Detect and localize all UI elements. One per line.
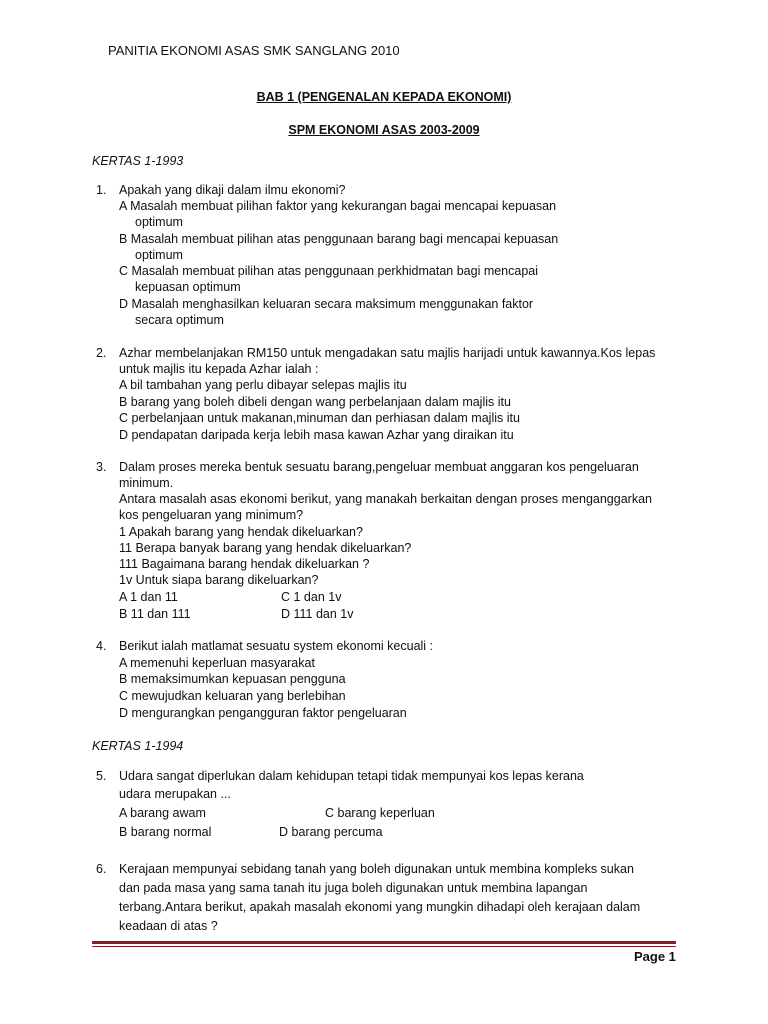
question-1-option-b: B Masalah membuat pilihan atas penggunaan barang bagi mencapai kepuasan: [119, 232, 559, 246]
question-5-option-d: D barang percuma: [279, 825, 383, 839]
question-4-option-b: B memaksimumkan kepuasan pengguna: [119, 672, 346, 686]
chapter-title: BAB 1 (PENGENALAN KEPADA EKONOMI): [256, 90, 512, 104]
question-1-option-a-cont: optimum: [135, 215, 183, 229]
question-4-stem: Berikut ialah matlamat sesuatu system ekonomi kecuali :: [119, 639, 434, 653]
question-4-option-a: A memenuhi keperluan masyarakat: [119, 656, 315, 670]
question-1-option-a: A Masalah membuat pilihan faktor yang kekurangan bagai mencapai kepuasan: [119, 199, 557, 213]
question-number: 2.: [96, 346, 107, 360]
question-2-option-c: C perbelanjaan untuk makanan,minuman dan perhiasan dalam majlis itu: [119, 411, 520, 425]
chapter-subtitle: SPM EKONOMI ASAS 2003-2009: [288, 123, 480, 137]
footer-rule-thick: [92, 941, 676, 944]
question-5-option-a: A barang awam: [119, 806, 206, 820]
question-5-stem-cont: udara merupakan ...: [119, 787, 231, 801]
question-number: 1.: [96, 183, 107, 197]
question-3-option-b: B 11 dan 111: [119, 607, 191, 621]
question-2-stem: Azhar membelanjakan RM150 untuk mengadakan satu majlis harijadi untuk kawannya.Kos lepas: [119, 346, 656, 360]
question-5-option-b: B barang normal: [119, 825, 212, 839]
question-6-stem: Kerajaan mempunyai sebidang tanah yang boleh digunakan untuk membina kompleks sukan: [119, 862, 634, 876]
question-1-stem: Apakah yang dikaji dalam ilmu ekonomi?: [119, 183, 346, 197]
question-5-stem: Udara sangat diperlukan dalam kehidupan tetapi tidak mempunyai kos lepas kerana: [119, 769, 584, 783]
question-2-option-b: B barang yang boleh dibeli dengan wang perbelanjaan dalam majlis itu: [119, 395, 511, 409]
question-number: 3.: [96, 460, 107, 474]
question-4-option-c: C mewujudkan keluaran yang berlebihan: [119, 689, 346, 703]
question-3-stem-cont: minimum.: [119, 476, 174, 490]
question-3-stem: Dalam proses mereka bentuk sesuatu barang,pengeluar membuat anggaran kos pengeluaran: [119, 460, 639, 474]
document-header: PANITIA EKONOMI ASAS SMK SANGLANG 2010: [108, 43, 400, 58]
question-1-option-d: D Masalah menghasilkan keluaran secara maksimum menggunakan faktor: [119, 297, 534, 311]
question-3-item-iii: 111 Bagaimana barang hendak dikeluarkan ?: [119, 557, 370, 571]
section-heading-1993: KERTAS 1-1993: [92, 154, 184, 168]
question-6-stem-cont: keadaan di atas ?: [119, 919, 218, 933]
question-3-stem-cont: Antara masalah asas ekonomi berikut, yang manakah berkaitan dengan proses menganggarkan: [119, 492, 652, 506]
question-2-option-d: D pendapatan daripada kerja lebih masa kawan Azhar yang diraikan itu: [119, 428, 514, 442]
question-3-item-i: 1 Apakah barang yang hendak dikeluarkan?: [119, 525, 363, 539]
question-3-item-iv: 1v Untuk siapa barang dikeluarkan?: [119, 573, 319, 587]
question-6-stem-cont: dan pada masa yang sama tanah itu juga boleh digunakan untuk membina lapangan: [119, 881, 588, 895]
question-1-option-d-cont: secara optimum: [135, 313, 224, 327]
question-6-stem-cont: terbang.Antara berikut, apakah masalah ekonomi yang mungkin dihadapi oleh kerajaan dalam: [119, 900, 641, 914]
question-number: 6.: [96, 862, 107, 876]
question-number: 5.: [96, 769, 107, 783]
question-3-item-ii: 11 Berapa banyak barang yang hendak dikeluarkan?: [119, 541, 412, 555]
question-1-option-b-cont: optimum: [135, 248, 183, 262]
page-number: Page 1: [634, 949, 676, 964]
question-3-option-d: D 111 dan 1v: [281, 607, 354, 621]
question-2-option-a: A bil tambahan yang perlu dibayar selepas majlis itu: [119, 378, 407, 392]
question-3-option-a: A 1 dan 11: [119, 590, 178, 604]
footer-rule-thin: [92, 946, 676, 947]
question-number: 4.: [96, 639, 107, 653]
question-3-stem-cont: kos pengeluaran yang minimum?: [119, 508, 304, 522]
question-2-stem-cont: untuk majlis itu kepada Azhar ialah :: [119, 362, 319, 376]
question-1-option-c: C Masalah membuat pilihan atas penggunaan perkhidmatan bagi mencapai: [119, 264, 539, 278]
question-1-option-c-cont: kepuasan optimum: [135, 280, 241, 294]
section-heading-1994: KERTAS 1-1994: [92, 739, 184, 753]
question-5-option-c: C barang keperluan: [325, 806, 435, 820]
question-3-option-c: C 1 dan 1v: [281, 590, 342, 604]
question-4-option-d: D mengurangkan pengangguran faktor pengeluaran: [119, 706, 407, 720]
